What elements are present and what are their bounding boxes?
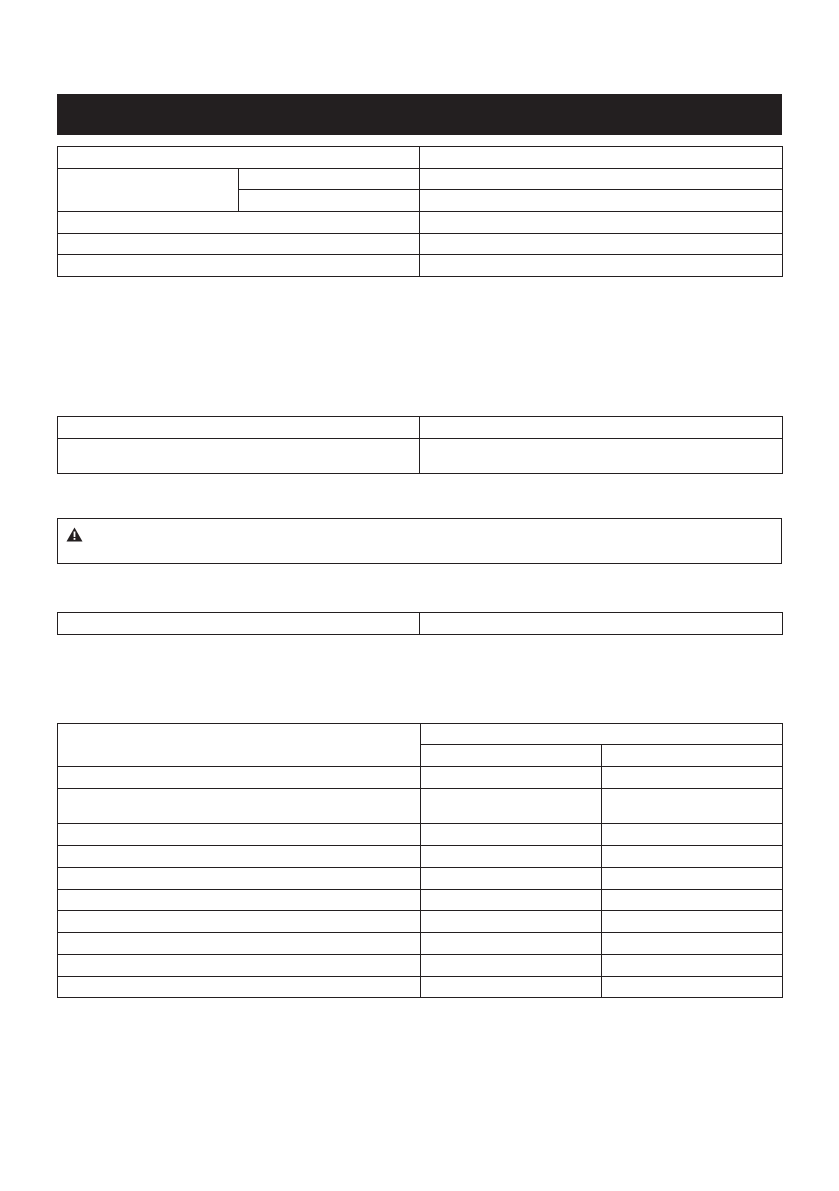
table-row: [58, 212, 783, 234]
row-col2: [602, 767, 783, 789]
table-row: [58, 789, 783, 824]
table-row: [58, 868, 783, 890]
row-col1: [421, 890, 602, 911]
spec-sub-label: [239, 190, 420, 212]
warning-triangle-icon: [66, 527, 83, 542]
row-label: [58, 977, 421, 998]
applicable-table: [57, 723, 783, 998]
row-col1: [421, 789, 602, 824]
table-row: [58, 767, 783, 789]
row-label: [58, 767, 421, 789]
battery-value: [420, 439, 783, 474]
row-col1: [421, 846, 602, 868]
battery-table: [57, 416, 783, 474]
section-title: [57, 106, 67, 123]
row-label: [58, 933, 421, 955]
row-label: [58, 955, 421, 977]
header-col1: [421, 745, 602, 767]
table-row: [58, 824, 783, 846]
section-header-bar: [57, 94, 782, 135]
spec-label: [58, 147, 420, 169]
row-col1: [421, 911, 602, 933]
spec-label: [58, 212, 420, 234]
table-row: [58, 255, 783, 277]
row-label: [58, 868, 421, 890]
vibration-table: [57, 612, 783, 635]
warning-box: [57, 518, 782, 564]
row-col1: [421, 868, 602, 890]
table-row: [58, 846, 783, 868]
row-label: [58, 890, 421, 911]
table-row: [58, 234, 783, 255]
table-row: [58, 890, 783, 911]
table-row: [58, 147, 783, 169]
table-row: [58, 977, 783, 998]
row-col2: [602, 911, 783, 933]
header-group: [421, 724, 783, 745]
spec-value: [420, 212, 783, 234]
spec-label: [58, 169, 239, 212]
row-label: [58, 846, 421, 868]
vibration-value: [420, 613, 783, 635]
header-label: [58, 724, 421, 767]
row-label: [58, 824, 421, 846]
vibration-label: [58, 613, 420, 635]
spec-value: [420, 190, 783, 212]
row-col1: [421, 933, 602, 955]
spec-value: [420, 169, 783, 190]
row-col1: [421, 955, 602, 977]
table-row: [58, 911, 783, 933]
table-header-row: [58, 724, 783, 745]
header-col2: [602, 745, 783, 767]
spec-value: [420, 255, 783, 277]
spec-sub-label: [239, 169, 420, 190]
row-label: [58, 911, 421, 933]
spec-label: [58, 234, 420, 255]
row-col2: [602, 824, 783, 846]
table-row: [58, 613, 783, 635]
row-col1: [421, 824, 602, 846]
row-col2: [602, 977, 783, 998]
spec-value: [420, 147, 783, 169]
row-col2: [602, 890, 783, 911]
row-col1: [421, 767, 602, 789]
row-col2: [602, 868, 783, 890]
table-row: [58, 933, 783, 955]
row-label: [58, 789, 421, 824]
spec-label: [58, 255, 420, 277]
table-row: [58, 417, 783, 439]
table-row: [58, 169, 783, 190]
table-row: [58, 439, 783, 474]
row-col2: [602, 846, 783, 868]
row-col2: [602, 789, 783, 824]
table-row: [58, 955, 783, 977]
spec-value: [420, 234, 783, 255]
battery-label: [58, 417, 420, 439]
row-col2: [602, 933, 783, 955]
battery-value: [420, 417, 783, 439]
specifications-table: [57, 146, 783, 277]
battery-label: [58, 439, 420, 474]
row-col1: [421, 977, 602, 998]
row-col2: [602, 955, 783, 977]
